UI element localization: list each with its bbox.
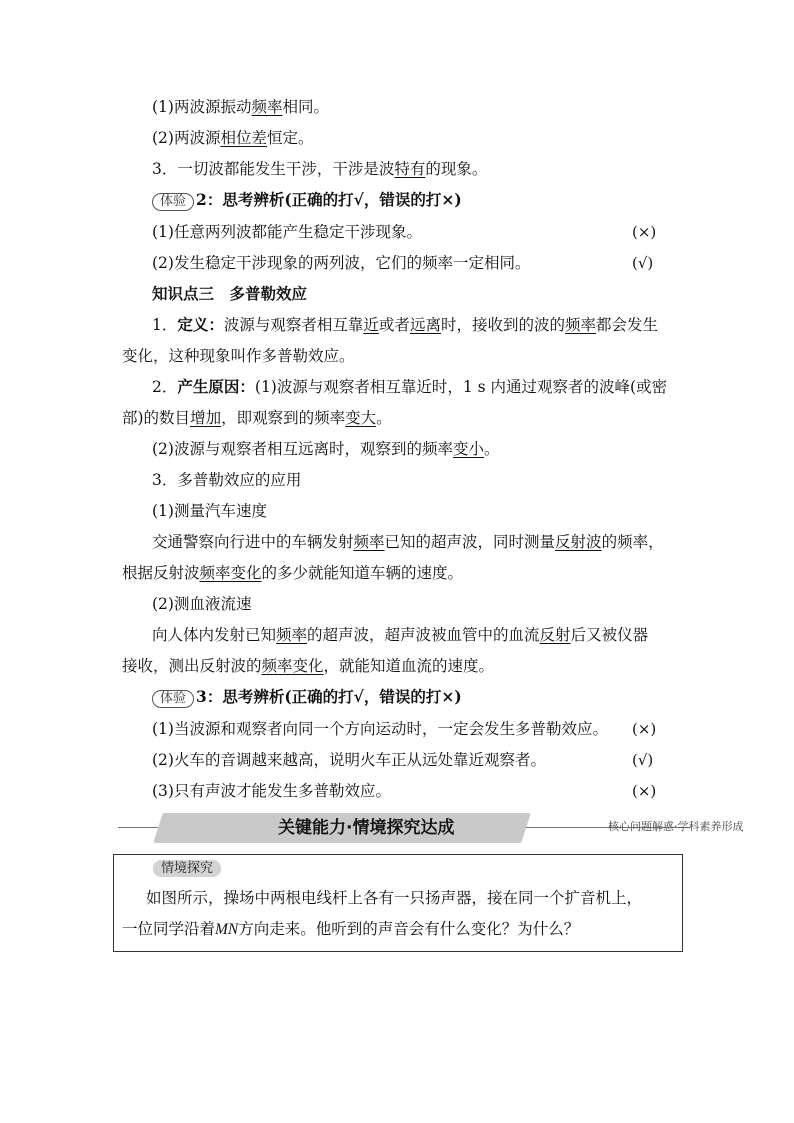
text: 3 (196, 687, 207, 706)
underlined-term: 增加 (190, 409, 222, 427)
text: 部)的数目 (122, 409, 191, 427)
scenario-tag: 情境探究 (153, 860, 221, 877)
judgement-item: (1)当波源和观察者向同一个方向运动时，一定会发生多普勒效应。 (152, 720, 608, 738)
underlined-term: 远离 (409, 316, 441, 334)
underlined-term: 反射波 (555, 533, 602, 551)
text: 恒定。 (266, 129, 314, 147)
underlined-term: 变小 (452, 440, 484, 458)
definition-line (152, 315, 658, 335)
text: (1)波源与观察者相互靠近时，1 s 内通过观察者的波峰(或密 (254, 378, 668, 396)
text: ，就能知道血流的速度。 (323, 657, 495, 675)
text: 都会发生 (595, 316, 658, 334)
text: 相同。 (282, 98, 329, 116)
text: 的超声波，超声波被血管中的血流 (307, 626, 540, 644)
text: 交通警察向行进中的车辆发射 (152, 533, 354, 551)
experience-2-heading (152, 190, 462, 211)
section-banner (118, 813, 690, 843)
text: 定义： (177, 315, 224, 334)
text: 2 (196, 190, 207, 209)
text: 的多少就能知道车辆的速度。 (261, 564, 464, 582)
judgement-mark: (×) (632, 782, 657, 800)
application-2-line-2 (122, 656, 494, 676)
text: 2． (152, 378, 178, 396)
text: 一位同学沿着 (122, 920, 216, 938)
text: 的频率， (601, 533, 664, 551)
text: (1)两波源振动 (152, 98, 252, 116)
text: 或者 (378, 316, 410, 334)
application-1-line (152, 532, 664, 552)
knowledge-point-heading: 知识点三 多普勒效应 (152, 284, 308, 303)
underlined-term: 频率 (353, 533, 385, 551)
underlined-term: 频率 (251, 98, 283, 116)
judgement-mark: (×) (632, 223, 657, 241)
judgement-item: (2)火车的音调越来越高，说明火车正从远处靠近观察者。 (152, 751, 546, 769)
text: (2)波源与观察者相互远离时，观察到的频率 (152, 440, 453, 458)
application-1-heading: (1)测量汽车速度 (152, 502, 267, 520)
text: 3．一切波都能发生干涉，干涉是波 (152, 160, 395, 178)
judgement-mark: (×) (632, 720, 657, 738)
section-title: 关键能力·情境探究达成 (278, 818, 455, 838)
text: 后又被仪器 (570, 626, 649, 644)
section-subtitle: 核心问题解惑·学科素养形成 (608, 820, 744, 833)
experience-badge: 体验 (152, 690, 194, 708)
underlined-term: 反射 (539, 626, 571, 644)
cause-line-2 (122, 408, 392, 428)
experience-badge: 体验 (152, 193, 194, 211)
underlined-term: 频率变化 (261, 657, 324, 675)
judgement-item: (3)只有声波才能发生多普勒效应。 (152, 782, 391, 800)
judgement-mark: (√) (632, 254, 654, 272)
underlined-term: 近 (363, 316, 379, 334)
underlined-term: 频率变化 (199, 564, 262, 582)
application-2-line (152, 625, 648, 645)
judgement-item: (1)任意两列波都能产生稳定干涉现象。 (152, 223, 422, 241)
judgement-item: (2)发生稳定干涉现象的两列波，它们的频率一定相同。 (152, 254, 531, 272)
application-2-heading: (2)测血液流速 (152, 595, 252, 613)
application-1-line-2 (122, 563, 463, 583)
text: 1． (152, 316, 178, 334)
point-3 (152, 159, 487, 179)
definition-line-2: 变化，这种现象叫作多普勒效应。 (122, 347, 355, 365)
experience-3-heading (152, 687, 462, 708)
underlined-term: 变大 (345, 409, 377, 427)
underlined-term: 频率 (276, 626, 308, 644)
condition-2 (152, 128, 314, 148)
text: ，即观察到的频率 (221, 409, 346, 427)
judgement-mark: (√) (632, 751, 654, 769)
text: 波源与观察者相互靠 (223, 316, 364, 334)
text: 产生原因： (177, 377, 255, 396)
text: 时，接收到的波的 (440, 316, 565, 334)
text: 。 (376, 409, 392, 427)
application-heading: 3．多普勒效应的应用 (152, 471, 302, 489)
condition-1 (152, 97, 329, 117)
text: 。 (483, 440, 500, 458)
text: 方向走来。他听到的声音会有什么变化？为什么？ (238, 920, 580, 938)
scenario-text-2 (122, 919, 579, 940)
text: 的现象。 (425, 160, 488, 178)
underlined-term: 特有 (394, 160, 426, 178)
text: 已知的超声波，同时测量 (384, 533, 556, 551)
scenario-text: 如图所示，操场中两根电线杆上各有一只扬声器，接在同一个扩音机上， (146, 889, 643, 907)
text: ：思考辨析(正确的打√，错误的打×) (206, 687, 462, 706)
text: ：思考辨析(正确的打√，错误的打×) (206, 190, 462, 209)
text: (2)两波源 (152, 129, 221, 147)
text: 向人体内发射已知 (152, 626, 277, 644)
underlined-term: 相位差 (220, 129, 267, 147)
text: 根据反射波 (122, 564, 200, 582)
cause-line (152, 377, 667, 397)
text: 接收，测出反射波的 (122, 657, 262, 675)
underlined-term: 频率 (564, 316, 596, 334)
line-label: MN (215, 921, 239, 938)
cause-line-3 (152, 439, 500, 459)
